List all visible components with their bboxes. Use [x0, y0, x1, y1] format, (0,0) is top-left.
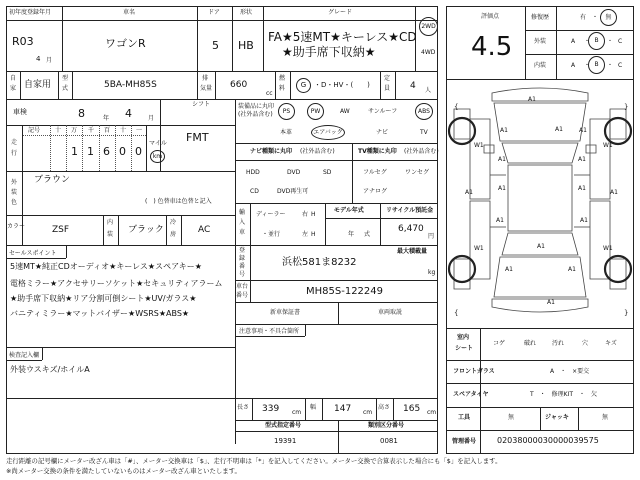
- model-year-label: モデル年式: [334, 207, 364, 214]
- nav-cd: CD: [250, 188, 259, 195]
- sales-point-line-2: 電格ミラー★アクセサリーソケット★セキュリティアラーム: [10, 279, 223, 288]
- tv-type-header: TV種類に丸印: [358, 148, 397, 155]
- import-label-2: 入: [239, 219, 246, 226]
- chassis-label-1: 車台: [236, 283, 249, 290]
- reg-num-label-1: 登: [239, 247, 246, 254]
- inspection-month-unit: 月: [148, 115, 155, 122]
- nav-type-header: ナビ種類に丸印: [250, 148, 293, 155]
- mileage-km: km: [152, 152, 163, 160]
- sales-point-line-1: 5速MT★純正CDオーディオ★キーレス★スペアキー★: [10, 262, 202, 271]
- equipment-sublabel: (社外品含む): [238, 111, 273, 118]
- equip-ps-circle: [278, 103, 295, 120]
- ac-label-1: 冷: [170, 219, 177, 226]
- nav-dvd: DVD: [287, 169, 301, 176]
- interior-grade-sep2: ・: [607, 62, 614, 69]
- equip-airbag-circle: [311, 125, 345, 140]
- reg-num-label-3: 番: [239, 263, 246, 270]
- equip-airbag: エアバック: [313, 128, 343, 136]
- shift-value: FMT: [186, 131, 209, 144]
- diagram-mark-right-step: A1: [610, 189, 618, 196]
- management-number: 020380000300000395​75: [497, 436, 599, 445]
- fuel-g-circle: [296, 78, 311, 93]
- equip-abs: ABS: [418, 107, 430, 115]
- nav-dvd-play: DVD再生可: [277, 188, 309, 195]
- cc-unit: cc: [266, 90, 273, 97]
- chassis-number: MH85S-122249: [306, 286, 384, 297]
- chassis-label-2: 番号: [236, 292, 249, 299]
- exterior-grade-sep2: ・: [607, 38, 614, 45]
- import-right-h: H: [311, 211, 316, 218]
- displacement: 660: [230, 80, 248, 90]
- type-number: 19391: [274, 437, 297, 445]
- diagram-mark-right-rear-door: A1: [578, 185, 586, 192]
- equip-aw: AW: [340, 108, 350, 115]
- door-label: ドア: [208, 9, 220, 16]
- exterior-grade-c: C: [618, 38, 623, 45]
- mileage-digit-4: 0: [119, 145, 126, 158]
- diagram-mark-trunk: A1: [537, 243, 545, 250]
- inspection-label: 車検: [13, 108, 27, 116]
- height-label: 高さ: [378, 404, 391, 411]
- score-value: 4.5: [471, 32, 513, 62]
- equip-navi: ナビ: [376, 129, 389, 136]
- equip-ps: PS: [282, 107, 291, 115]
- tv-analog: アナログ: [363, 188, 388, 195]
- car-name-label: 車名: [123, 9, 136, 16]
- sales-point-line-3: ★助手席下収納★リア分割可倒シート★UV/ガラス★: [10, 294, 197, 303]
- notes-label: 注意事項・不具合箇所: [239, 328, 300, 335]
- diagram-mark-left-rear-door: A1: [498, 185, 506, 192]
- diagram-bracket-tl: {: [454, 103, 459, 111]
- diagram-mark-hood: A1: [555, 126, 563, 133]
- exterior-note: ( ) 色替車は色替と記入: [145, 198, 212, 205]
- diagram-mark-wheel-fl: W1: [474, 142, 484, 149]
- exterior-label-2: 装: [11, 189, 18, 196]
- interior-color: ブラック: [128, 225, 164, 235]
- max-load-label: 最大積載量: [397, 248, 428, 255]
- width-label: 幅: [310, 404, 317, 411]
- sales-points-label: セールスポイント: [9, 250, 57, 257]
- interior-color-label-1: 内: [107, 219, 114, 226]
- equipment-label: 装備品に丸印: [238, 103, 275, 110]
- equip-sunroof: サンルーフ: [368, 108, 398, 115]
- model-year-unit: 年: [348, 231, 355, 238]
- height-unit: cm: [427, 409, 437, 416]
- fuel-label-2: 料: [279, 85, 286, 92]
- interior-grade-label: 内装: [534, 62, 547, 69]
- interior-grade-a: A: [571, 62, 576, 69]
- sheet-scratch: キズ: [605, 340, 617, 347]
- diagram-mark-front-bumper: A1: [528, 96, 536, 103]
- repair-selected: 無: [605, 13, 612, 21]
- width-unit: cm: [363, 409, 373, 416]
- model-label-1: 型: [62, 75, 69, 82]
- inspection-month: 4: [125, 107, 132, 120]
- diagram-mark-rear-left: A1: [505, 266, 513, 273]
- interior-grade-sep1: ・: [584, 62, 591, 69]
- mileage-header-juu: 十: [120, 127, 127, 134]
- grade-line-2: ★助手席下収納★: [282, 45, 376, 59]
- mileage-label-2: 行: [11, 150, 18, 157]
- door-count: 5: [212, 39, 219, 52]
- warranty-label: 新車保証書: [270, 309, 301, 316]
- spare-tire-value: T ・ 修理KIT ・ 欠: [530, 391, 598, 398]
- spare-tire-label: スペアタイヤ: [453, 391, 489, 398]
- tv-fullseg: フルセグ: [363, 169, 387, 176]
- exterior-label-1: 外: [11, 179, 18, 186]
- shape-label: 形状: [240, 9, 253, 16]
- exterior-grade-sep1: ・: [584, 38, 591, 45]
- cap-label-1: 定: [384, 75, 391, 82]
- diagram-mark-right-front-door: A1: [578, 156, 586, 163]
- tv-oneseg: ワンセグ: [405, 169, 430, 176]
- reg-date-label: 初年度登録年月: [9, 9, 52, 16]
- length-unit: cm: [292, 409, 302, 416]
- diagram-bracket-br: }: [624, 309, 629, 317]
- diagram-mark-left-quarter: A1: [496, 217, 504, 224]
- diagram-mark-wheel-rl: W1: [474, 245, 484, 252]
- grade-label: グレード: [328, 9, 353, 16]
- mileage-digit-5: 0: [135, 145, 142, 158]
- sales-point-line-4: バニティミラー★マットバイザー★WSRS★ABS★: [10, 309, 190, 318]
- jack-value: 無: [602, 414, 609, 421]
- exterior-color: ブラウン: [34, 175, 71, 185]
- sheet-stain: 汚れ: [552, 340, 565, 347]
- interior-grade-b: B: [594, 61, 599, 68]
- ac-label-2: 房: [170, 231, 177, 238]
- type-number-label: 型式指定番号: [265, 422, 302, 429]
- import-label-1: 輸: [239, 209, 246, 216]
- exterior-grade-b: B: [594, 37, 599, 44]
- import-left-h: H: [311, 231, 316, 238]
- interior-sheet-label-2: シート: [455, 345, 474, 352]
- mileage-digit-1: 1: [71, 145, 78, 158]
- width-value: 147: [334, 404, 352, 414]
- interior-grade-selected-circle: [588, 56, 605, 74]
- front-glass-label: フロントガラス: [453, 368, 495, 375]
- interior-grade-c: C: [618, 62, 623, 69]
- nav-sd: SD: [323, 169, 332, 176]
- model-year-sub: 式: [364, 231, 371, 238]
- diagram-mark-roof: A1: [547, 299, 555, 306]
- diagram-mark-left-fender: A1: [500, 127, 508, 134]
- license-plate: 浜松581ま8232: [282, 257, 357, 268]
- diagram-bracket-tr: }: [624, 103, 629, 111]
- cap-label-2: 員: [384, 85, 391, 92]
- drive-2wd: 2WD: [421, 22, 436, 30]
- model-code: 5BA-MH85S: [104, 80, 157, 90]
- import-left: 左: [302, 231, 309, 238]
- recycle-yen: 円: [428, 233, 435, 240]
- exterior-label-3: 色: [11, 199, 18, 206]
- mileage-header-symbol: 記号: [28, 127, 41, 134]
- footer-note-1: 走行距離の記号欄にメーター改ざん車は「#」、メーター交換車は「$」、走行不明車は「*」を記入してください。メーター交換で合算表示した場合にも「$」を記入します。: [6, 457, 502, 465]
- length-value: 339: [262, 404, 280, 414]
- diagram-mark-wheel-fr: W1: [603, 142, 613, 149]
- manual-label: 車両取説: [378, 309, 403, 316]
- color-code-label: カラー: [7, 223, 26, 230]
- exterior-grade-label: 外装: [534, 38, 547, 45]
- reg-era: R03: [12, 35, 34, 48]
- height-value: 165: [403, 404, 421, 414]
- nav-type-sub: (社外品含む): [300, 148, 335, 155]
- class-number-label: 類別区分番号: [368, 422, 405, 429]
- management-label: 管理番号: [452, 438, 477, 445]
- disp-label-2: 気量: [200, 85, 213, 92]
- equip-abs-circle: [415, 103, 433, 120]
- grade-line-1: FA★5速MT★キーレス★CD: [268, 30, 417, 44]
- tv-type-sub: (社外品含む): [404, 148, 439, 155]
- use-label-2: 家: [10, 85, 17, 92]
- inspection-year-unit: 年: [103, 115, 110, 122]
- front-glass-value: A ・ ×要交: [550, 368, 590, 375]
- import-parallel: ・並行: [262, 231, 281, 238]
- reg-num-label-2: 録: [239, 255, 246, 262]
- exterior-grade-a: A: [571, 38, 576, 45]
- repair-selected-circle: [600, 9, 617, 26]
- car-name: ワゴンR: [105, 37, 146, 50]
- fuel-g: G: [300, 81, 307, 89]
- import-label-3: 車: [239, 229, 246, 236]
- inspector-text: 外装ウスキズ/ホイルA: [10, 365, 90, 374]
- repair-option-yes: 有 ・: [580, 14, 599, 21]
- fuel-options: ・D・HV・( ): [314, 81, 370, 89]
- import-right: 右: [302, 211, 309, 218]
- car-damage-diagram: [446, 79, 634, 328]
- equip-tv: TV: [420, 129, 428, 136]
- reg-month-unit: 月: [46, 57, 53, 64]
- mileage-header-10man: 十: [55, 127, 62, 134]
- diagram-mark-rear-right: A1: [568, 266, 576, 273]
- mileage-header-hyaku: 百: [104, 127, 111, 134]
- disp-label-1: 排: [202, 75, 209, 82]
- mileage-header-ichi: 一: [136, 127, 143, 134]
- mileage-header-man: 万: [71, 127, 78, 134]
- recycle-amount: 6,470: [398, 224, 424, 234]
- sheet-burn: コゲ: [493, 340, 506, 347]
- max-load-kg: kg: [428, 269, 436, 276]
- equip-pw: PW: [310, 107, 321, 115]
- model-label-2: 式: [62, 85, 69, 92]
- ac-value: AC: [198, 225, 211, 235]
- equip-leather: 本革: [280, 129, 293, 136]
- reg-month: 4: [36, 55, 41, 63]
- jack-label: ジャッキ: [545, 414, 569, 421]
- nav-hdd: HDD: [246, 169, 260, 176]
- mileage-header-sen: 千: [88, 127, 95, 134]
- diagram-mark-wheel-rr: W1: [603, 245, 613, 252]
- interior-color-label-2: 装: [107, 231, 114, 238]
- mileage-digit-2: 1: [87, 145, 94, 158]
- recycle-label: リサイクル預託金: [386, 207, 434, 214]
- equip-pw-circle: [307, 103, 324, 120]
- class-number: 0081: [380, 437, 398, 445]
- tools-label: 工具: [458, 414, 471, 421]
- repair-label: 修復歴: [531, 14, 550, 21]
- exterior-grade-selected-circle: [588, 32, 605, 50]
- footer-note-2: ※尚メーター交換の条件を満たしていないものはメーター改ざん車といたします。: [6, 467, 241, 475]
- length-label: 長さ: [237, 404, 250, 411]
- reg-num-label-4: 号: [239, 271, 246, 278]
- inspector-label: 検査記入欄: [9, 352, 40, 359]
- fuel-label-1: 燃: [279, 75, 286, 82]
- diagram-mark-left-front-door: A1: [498, 156, 506, 163]
- mileage-unit-mile: マイル: [149, 140, 167, 147]
- interior-sheet-label-1: 室内: [457, 334, 470, 341]
- sheet-hole: 穴: [582, 340, 589, 347]
- drive-2wd-circle: [419, 17, 438, 36]
- person-unit: 人: [425, 87, 432, 94]
- capacity: 4: [410, 81, 416, 91]
- diagram-mark-right-quarter: A1: [580, 217, 588, 224]
- drive-4wd: 4WD: [421, 49, 436, 56]
- mileage-digit-3: 6: [103, 145, 110, 158]
- body-shape: HB: [238, 39, 254, 52]
- import-dealer: ディーラー: [256, 211, 286, 218]
- color-code: ZSF: [52, 225, 70, 235]
- diagram-bracket-bl: {: [454, 309, 459, 317]
- left-form-frame: [6, 6, 438, 454]
- sheet-tear: 破れ: [524, 340, 537, 347]
- inspection-year: 8: [78, 107, 85, 120]
- diagram-mark-left-step: A1: [465, 189, 473, 196]
- score-label: 評価点: [481, 13, 500, 20]
- use-label-1: 自: [10, 75, 17, 82]
- shift-label: シフト: [192, 101, 211, 108]
- mileage-label-1: 走: [11, 139, 18, 146]
- use-value: 自家用: [24, 80, 52, 90]
- mileage-km-circle: [150, 150, 165, 163]
- tools-value: 無: [508, 414, 515, 421]
- diagram-mark-right-fender: A1: [579, 127, 587, 134]
